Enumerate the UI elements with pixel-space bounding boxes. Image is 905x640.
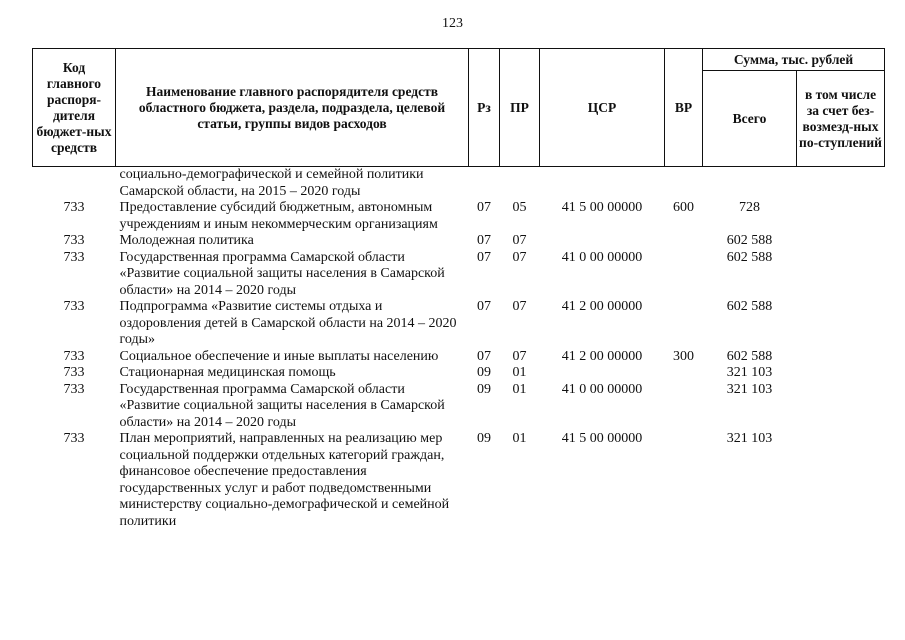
table-row [33, 250, 885, 300]
row-rz: 07 [477, 249, 491, 265]
row-csr: 41 0 00 00000 [561, 381, 643, 397]
row-vr [665, 382, 703, 432]
header-vr: ВР [665, 49, 703, 167]
row-rz: 09 [477, 431, 491, 446]
table-row [33, 200, 885, 233]
row-rz: 07 [477, 299, 491, 314]
row-pr: 01 [512, 431, 527, 446]
row-rz: 09 [477, 365, 491, 380]
header-free-receipts: в том числе за счет без-возмезд-ных по-ступлений [797, 71, 885, 167]
row-code: 733 [63, 365, 85, 380]
row-free-receipts [797, 431, 885, 530]
row-csr [540, 365, 665, 382]
row-free-receipts [797, 299, 885, 349]
table-row [33, 382, 885, 432]
continuation-text: социально-демографической и семейной политики Самарской области, на 2015 – 2020 годы [119, 167, 424, 199]
row-vr: 300 [673, 348, 694, 364]
row-total: 728 [739, 200, 760, 215]
row-vr [665, 431, 703, 530]
row-code: 733 [63, 233, 85, 248]
row-total: 602 588 [726, 233, 773, 248]
row-vr [665, 250, 703, 300]
header-sum-group: Сумма, тыс. рублей [703, 49, 885, 71]
row-rz: 09 [477, 381, 491, 397]
row-code: 733 [63, 299, 85, 314]
row-name: Подпрограмма «Развитие системы отдыха и оздоровления детей в Самарской области на 2014 – 2020 годы» [119, 299, 457, 347]
row-code: 733 [63, 431, 85, 446]
row-rz: 07 [477, 348, 491, 364]
table-body [33, 167, 885, 531]
row-vr [665, 233, 703, 250]
row-pr: 07 [512, 299, 527, 314]
row-name: Социальное обеспечение и иные выплаты населению [119, 348, 439, 364]
header-name: Наименование главного распорядителя средств областного бюджета, раздела, подраздела, целевой статьи, группы видов расходов [116, 49, 469, 167]
row-csr: 41 0 00 00000 [561, 249, 643, 265]
row-vr [665, 365, 703, 382]
table-row [33, 349, 885, 366]
page-number: 123 [442, 16, 463, 31]
row-free-receipts [797, 382, 885, 432]
row-free-receipts [797, 349, 885, 366]
row-pr: 07 [512, 233, 527, 248]
row-vr [665, 299, 703, 349]
header-rz: Рз [469, 49, 500, 167]
row-csr [540, 233, 665, 250]
row-rz: 07 [477, 233, 491, 248]
row-code: 733 [63, 348, 85, 364]
row-total: 321 103 [726, 381, 773, 397]
row-name: Предоставление субсидий бюджетным, автономным учреждениям и иным некоммерческим организациям [119, 200, 438, 232]
row-pr: 05 [512, 200, 527, 215]
header-code: Код главного распоря-дителя бюджет-ных средств [33, 49, 116, 167]
row-pr: 01 [512, 365, 527, 380]
table-row [33, 365, 885, 382]
row-vr: 600 [673, 200, 694, 215]
row-free-receipts [797, 365, 885, 382]
row-name: План мероприятий, направленных на реализацию мер социальной поддержки отдельных категорий граждан, финансовое обеспечение предоставления государственных услуг и работ подведомственными министерству социально-демографической и семейной политики [119, 431, 450, 529]
row-csr: 41 5 00 00000 [561, 431, 643, 446]
header-total: Всего [703, 71, 797, 167]
table-row [33, 431, 885, 530]
row-pr: 01 [512, 381, 527, 397]
row-csr: 41 2 00 00000 [561, 299, 643, 314]
row-name: Государственная программа Самарской области «Развитие социальной защиты населения в Самарской области» на 2014 – 2020 годы [119, 381, 445, 430]
row-total: 321 103 [726, 365, 773, 380]
header-pr: ПР [500, 49, 540, 167]
row-total: 602 588 [726, 249, 773, 265]
row-rz: 07 [477, 200, 491, 215]
row-csr: 41 2 00 00000 [561, 348, 643, 364]
row-csr: 41 5 00 00000 [561, 200, 643, 215]
row-code: 733 [63, 249, 85, 265]
row-total: 602 588 [726, 299, 773, 314]
row-code: 733 [63, 200, 85, 215]
row-pr: 07 [512, 348, 527, 364]
row-name: Государственная программа Самарской области «Развитие социальной защиты населения в Самарской области» на 2014 – 2020 годы [119, 249, 445, 298]
row-free-receipts [797, 233, 885, 250]
row-total: 321 103 [726, 431, 773, 446]
row-free-receipts [797, 200, 885, 233]
row-free-receipts [797, 250, 885, 300]
row-name: Молодежная политика [119, 233, 254, 248]
row-name: Стационарная медицинская помощь [119, 365, 336, 380]
row-total: 602 588 [726, 348, 773, 364]
row-pr: 07 [512, 249, 527, 265]
header-csr: ЦСР [540, 49, 665, 167]
row-code: 733 [63, 381, 85, 397]
table-row [33, 233, 885, 250]
table-row [33, 299, 885, 349]
budget-table [32, 48, 885, 530]
continuation-row [33, 167, 885, 201]
